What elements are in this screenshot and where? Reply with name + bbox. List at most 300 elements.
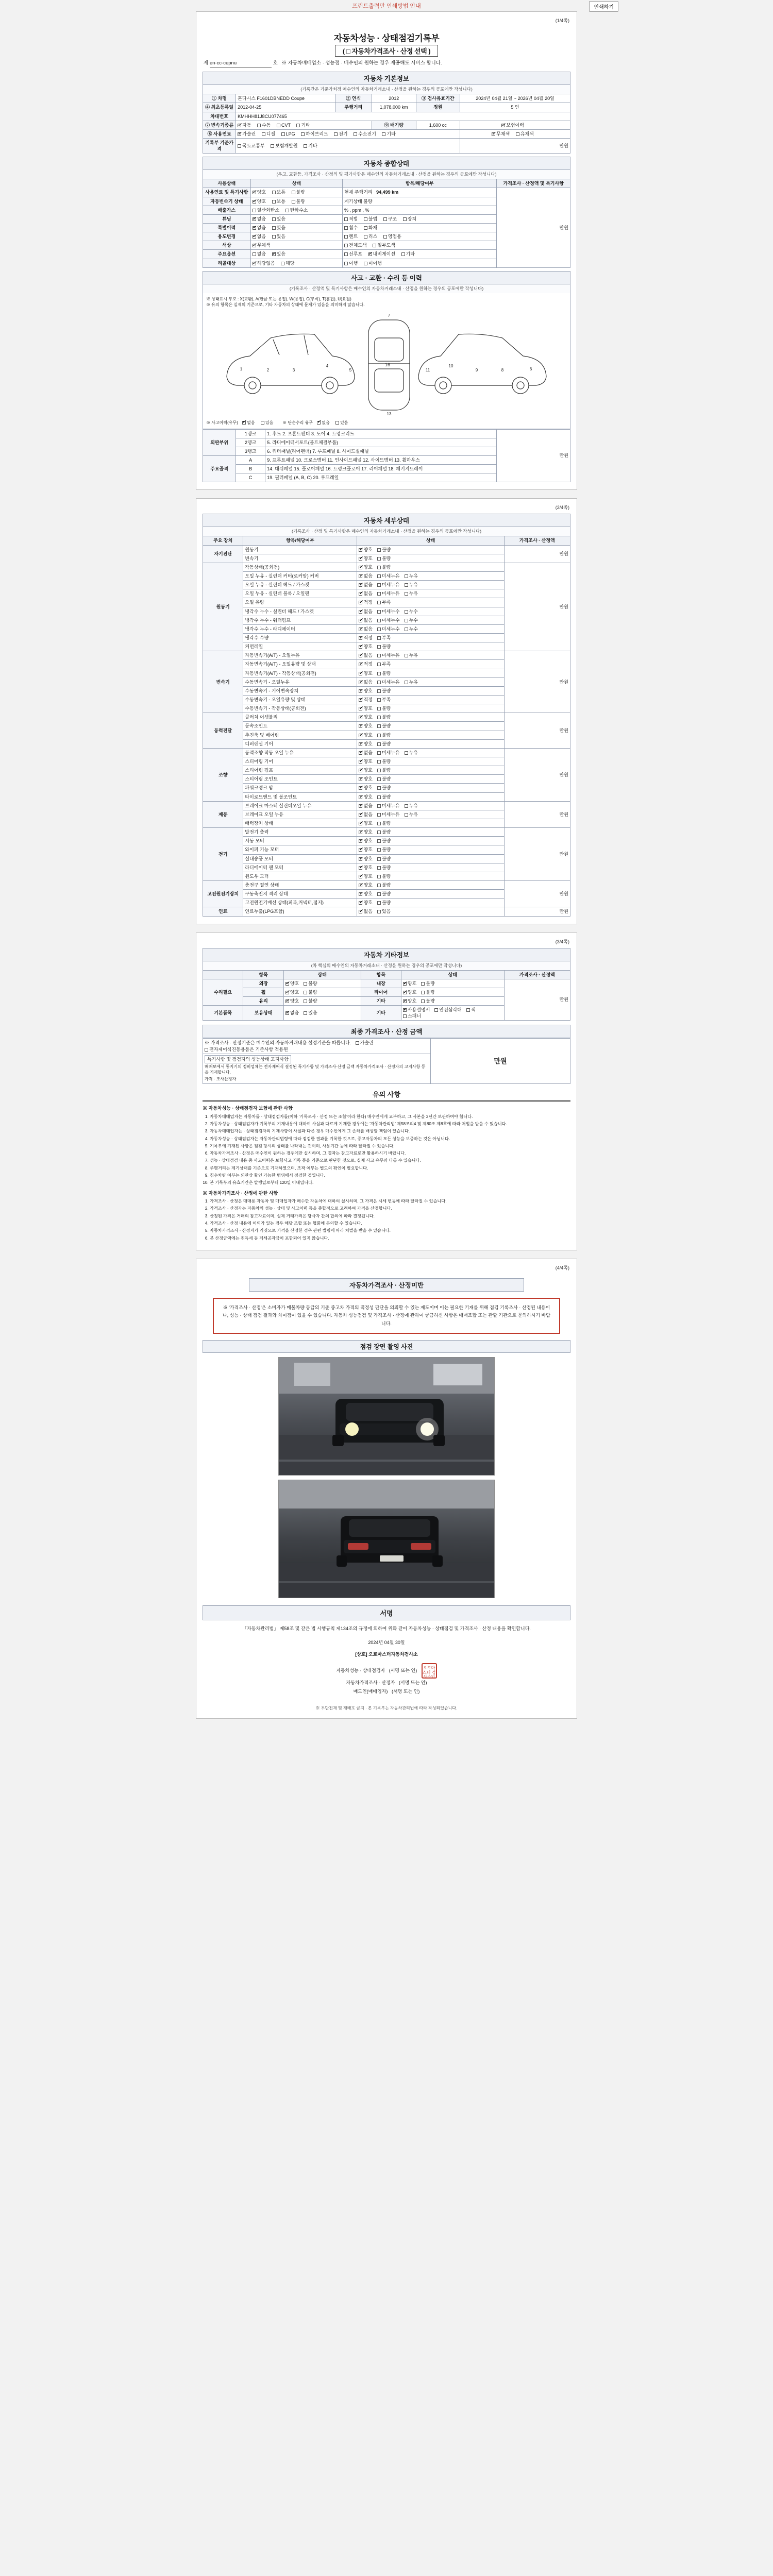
checkbox-d4-5-1[interactable] xyxy=(377,795,381,799)
checkbox-simple-yes[interactable] xyxy=(335,421,339,425)
checkbox-d6-5-1[interactable] xyxy=(377,875,381,878)
etc-row-3-states-1[interactable]: ✔사용설명서 안전삼각대 잭스패너 xyxy=(401,1006,504,1021)
checkbox-d6-5-0[interactable] xyxy=(359,875,362,878)
detail-item-6-0-states[interactable]: ✔ 양호 불량 xyxy=(357,828,504,837)
overall-row-4-state[interactable]: ✔ 없음 있음 xyxy=(250,223,342,232)
checkbox-o8-na[interactable] xyxy=(253,262,256,265)
first-reg-label: ④ 최초등록일 xyxy=(203,103,236,112)
overall-row-0-detail-label: 현재 주행거리 xyxy=(344,190,373,195)
overall-row-7-state[interactable]: 없음 ✔ 있음 xyxy=(250,250,342,259)
checkbox-d4-4-0[interactable] xyxy=(359,786,362,790)
overall-row-5-state[interactable]: ✔ 없음 있음 xyxy=(250,232,342,241)
detail-item-2-6-states[interactable]: ✔ 양호 불량 xyxy=(357,704,504,713)
print-warning-text: 프린트출력만 인쇄방법 안내 xyxy=(352,3,421,9)
checkbox-d2-6-0[interactable] xyxy=(359,707,362,710)
checkbox-d1-0-1[interactable] xyxy=(377,566,381,569)
detail-item-0-1-states[interactable]: ✔ 양호 불량 xyxy=(357,554,504,563)
price-surveyor-label: 가격 · 조사산정자 xyxy=(205,1077,237,1082)
overall-row-3-state[interactable]: ✔ 없음 있음 xyxy=(250,214,342,223)
detail-item-7-1-states[interactable]: ✔ 양호 불량 xyxy=(357,890,504,899)
checkbox-o7-none[interactable] xyxy=(253,252,256,256)
checkbox-d2-2-0[interactable] xyxy=(359,672,362,675)
checkbox-e0-0-1[interactable] xyxy=(304,982,307,986)
notice-item-0-1: 2. 자동차성능 · 상태점검자가 기록부의 기재내용에 대하여 사실과 다르게 기재한 경우에는 '자동차관리법' 제58조의4 및 제80조 제8호에 따라 처벌을 받을 수 있습니다. xyxy=(210,1121,570,1127)
checkbox-d1-0-0[interactable] xyxy=(359,566,362,569)
checkbox-o6-part[interactable] xyxy=(373,244,376,247)
checkbox-d4-2-1[interactable] xyxy=(377,769,381,772)
checkbox-o8-yes[interactable] xyxy=(281,262,284,265)
document-page-4 xyxy=(196,1259,577,1719)
accident-bullet-1: ※ 유의 항목은 실제의 기준으로, 기타 자동차의 상태에 문제가 있음을 의미하지 않습니다. xyxy=(206,302,365,307)
detail-item-4-0-label: 동력조향 작동 오일 누유 xyxy=(243,748,357,757)
detail-item-2-5-states[interactable]: ✔ 적정 부족 xyxy=(357,696,504,704)
detail-item-1-5-states[interactable]: ✔ 없음 미세누수 누수 xyxy=(357,607,504,616)
checkbox-d6-1-1[interactable] xyxy=(377,839,381,843)
checkbox-d1-7-0[interactable] xyxy=(359,628,362,631)
checkbox-d7-1-1[interactable] xyxy=(377,892,381,896)
transmission-options[interactable]: ✔ 자동 수동 CVT 기타 xyxy=(236,121,372,129)
checkbox-d3-2-0[interactable] xyxy=(359,734,362,737)
checkbox-o0-bad[interactable] xyxy=(292,191,295,194)
svg-text:8: 8 xyxy=(501,367,504,372)
etc-row-2-label-0: 유리 xyxy=(243,996,283,1005)
overall-row-0-state[interactable]: ✔ 양호 보통 불량 xyxy=(250,188,342,197)
detail-item-5-0-states[interactable]: ✔ 없음 미세누유 누유 xyxy=(357,801,504,810)
overall-row-1-state[interactable]: ✔ 양호 보통 불량 xyxy=(250,197,342,206)
checkbox-d4-3-0[interactable] xyxy=(359,777,362,781)
checkbox-d4-5-0[interactable] xyxy=(359,795,362,799)
detail-item-6-1-states[interactable]: ✔ 양호 불량 xyxy=(357,837,504,845)
checkbox-e3-1-2[interactable] xyxy=(466,1008,470,1012)
checkbox-e0-0-0[interactable] xyxy=(285,982,289,986)
etc-note-value: 만원 xyxy=(504,979,570,1021)
overall-row-3-name: 튜닝 xyxy=(203,214,251,223)
checkbox-fuel-hydrogen[interactable] xyxy=(354,132,357,136)
color-options[interactable]: ✔ 무채색 유채색 xyxy=(460,129,570,138)
detail-item-1-7-label: 냉각수 누수 - 라디에이터 xyxy=(243,624,357,633)
car-diagram xyxy=(206,310,567,418)
checkbox-price-opt1[interactable] xyxy=(356,1041,359,1045)
checkbox-d1-9-0[interactable] xyxy=(359,645,362,649)
detail-item-4-5-label: 타이로드엔드 및 볼조인트 xyxy=(243,792,357,801)
checkbox-d2-6-1[interactable] xyxy=(377,707,381,710)
checkbox-std-3[interactable] xyxy=(304,144,307,148)
etc-row-1-states-1[interactable]: ✔ 양호 불량 xyxy=(401,988,504,996)
checkbox-o3-struct[interactable] xyxy=(383,217,387,221)
doc-legal-line: 제 en-cc-cepnu 호 ※ 자동차매매업소 · 성능점 · 매수인의 원하는 경우 제공해도 서비스 합니다. xyxy=(204,60,569,67)
checkbox-o8-done[interactable] xyxy=(344,262,348,265)
detail-item-1-3-states[interactable]: ✔ 없음 미세누유 누유 xyxy=(357,589,504,598)
signature-date: 2024년 04월 30일 xyxy=(368,1639,405,1645)
checkbox-d5-1-0[interactable] xyxy=(359,813,362,817)
checkbox-d6-3-0[interactable] xyxy=(359,857,362,861)
checkbox-d1-9-1[interactable] xyxy=(377,645,381,649)
notice-item-0-0: 1. 자동차매매업자는 자동차를 · 상태점검자를(이하 '기록조사 · 산정 또는 조합'이라 한다) 매수인에게 교부하고, 그 사본을 2년간 보관하여야 합니다. xyxy=(210,1114,570,1120)
etc-table-body xyxy=(203,979,570,1021)
checkbox-d1-5-1[interactable] xyxy=(377,610,381,614)
checkbox-o7-yes[interactable] xyxy=(272,252,276,256)
document-page-2 xyxy=(196,498,577,924)
checkbox-e1-1-1[interactable] xyxy=(421,991,425,994)
checkbox-d2-1-1[interactable] xyxy=(377,663,381,666)
checkbox-d6-0-1[interactable] xyxy=(377,831,381,834)
checkbox-d1-6-1[interactable] xyxy=(377,619,381,622)
checkbox-d3-1-0[interactable] xyxy=(359,724,362,728)
signature-body xyxy=(203,1620,570,1700)
signer-price-label: 자동차가격조사 · 산정자 xyxy=(346,1680,395,1686)
rank-2: 3랭크 xyxy=(236,447,265,455)
detail-item-4-0-states[interactable]: ✔ 없음 미세누유 누유 xyxy=(357,748,504,757)
detail-item-4-2-states[interactable]: ✔ 양호 불량 xyxy=(357,766,504,775)
checkbox-e1-1-0[interactable] xyxy=(403,991,407,994)
detail-item-2-4-states[interactable]: ✔ 양호 불량 xyxy=(357,686,504,695)
checkbox-d1-7-1[interactable] xyxy=(377,628,381,631)
price-title: 최종 가격조사 · 산정 금액 xyxy=(203,1025,570,1038)
etc-row-2-states-0[interactable]: ✔ 양호 불량 xyxy=(283,996,361,1005)
detail-item-4-1-states[interactable]: ✔ 양호 불량 xyxy=(357,757,504,766)
overall-header-2: 항목/해당여부 xyxy=(342,179,496,188)
checkbox-d1-1-1[interactable] xyxy=(377,574,381,578)
checkbox-d6-1-0[interactable] xyxy=(359,839,362,843)
detail-item-1-1-states[interactable]: ✔ 없음 미세누유 누유 xyxy=(357,572,504,581)
table-row xyxy=(203,880,570,889)
warning-title: 자동차가격조사 · 산정미반 xyxy=(249,1278,524,1292)
overall-row-8-name: 리콜대상 xyxy=(203,259,251,267)
checkbox-d1-1-0[interactable] xyxy=(359,574,362,578)
checkbox-e2-0-1[interactable] xyxy=(304,999,307,1003)
checkbox-d1-2-0[interactable] xyxy=(359,583,362,587)
checkbox-fuel-etc[interactable] xyxy=(382,132,385,136)
checkbox-d0-1-0[interactable] xyxy=(359,557,362,561)
checkbox-d1-5-2[interactable] xyxy=(405,610,408,614)
checkbox-d8-0-1[interactable] xyxy=(377,910,381,913)
detail-item-3-1-states[interactable]: ✔ 양호 불량 xyxy=(357,722,504,731)
checkbox-insurance-yes[interactable] xyxy=(501,124,505,127)
checkbox-fuel-electric[interactable] xyxy=(334,132,338,136)
checkbox-d4-1-0[interactable] xyxy=(359,760,362,764)
checkbox-o5-lease[interactable] xyxy=(364,235,367,239)
detail-item-1-8-states[interactable]: ✔ 적정 부족 xyxy=(357,634,504,642)
detail-group-2-name: 변속기 xyxy=(203,651,243,713)
checkbox-o4-fire[interactable] xyxy=(364,226,367,230)
svg-text:16: 16 xyxy=(384,362,391,367)
detail-item-5-1-states[interactable]: ✔ 없음 미세누유 누유 xyxy=(357,810,504,819)
checkbox-d5-2-1[interactable] xyxy=(377,822,381,825)
checkbox-e2-0-0[interactable] xyxy=(285,999,289,1003)
detail-item-4-4-states[interactable]: ✔ 양호 불량 xyxy=(357,784,504,792)
checkbox-e0-1-1[interactable] xyxy=(421,982,425,986)
checkbox-color-achromatic[interactable] xyxy=(492,132,495,136)
page-3-marker: (3/4쪽) xyxy=(555,939,569,944)
checkbox-d5-1-2[interactable] xyxy=(405,813,408,817)
page-title: 자동차성능 · 상태점검기록부 xyxy=(333,33,440,43)
insurance-options[interactable]: ✔ 보험이력 xyxy=(460,121,570,129)
displacement-value: 1,600 cc xyxy=(416,121,460,129)
detail-item-7-2-label: 고전원전기배선 상태(피복,커넥터,접지) xyxy=(243,899,357,907)
detail-item-4-1-label: 스티어링 기어 xyxy=(243,757,357,766)
seats-label: 정원 xyxy=(416,103,460,112)
notice-body xyxy=(203,1105,570,1242)
checkbox-o1-normal[interactable] xyxy=(272,200,276,204)
checkbox-d3-0-0[interactable] xyxy=(359,716,362,719)
overall-row-2-state[interactable]: 일산화탄소 탄화수소 xyxy=(250,206,342,214)
checkbox-o1-bad[interactable] xyxy=(292,200,295,204)
checkbox-o7-sunroof[interactable] xyxy=(344,252,348,256)
checkbox-trans-etc[interactable] xyxy=(296,124,300,127)
checkbox-o3-yes[interactable] xyxy=(272,217,276,221)
checkbox-d1-4-0[interactable] xyxy=(359,601,362,604)
checkbox-d0-0-0[interactable] xyxy=(359,548,362,552)
document-page-3 xyxy=(196,933,577,1250)
top-bar xyxy=(0,0,773,11)
detail-item-2-1-states[interactable]: ✔ 적정 부족 xyxy=(357,660,504,669)
detail-group-0-note: 만원 xyxy=(504,545,570,563)
detail-group-5-note: 만원 xyxy=(504,801,570,827)
checkbox-trans-manual[interactable] xyxy=(257,124,261,127)
etc-row-0-label-0: 외장 xyxy=(243,979,283,988)
checkbox-d2-3-2[interactable] xyxy=(405,681,408,684)
checkbox-o2-hc[interactable] xyxy=(285,209,289,212)
checkbox-e2-1-0[interactable] xyxy=(403,999,407,1003)
checkbox-d5-0-0[interactable] xyxy=(359,804,362,808)
checkbox-d1-4-1[interactable] xyxy=(377,601,381,604)
etc-row-0-states-0[interactable]: ✔ 양호 불량 xyxy=(283,979,361,988)
checkbox-e1-0-1[interactable] xyxy=(304,991,307,994)
checkbox-d7-1-0[interactable] xyxy=(359,892,362,896)
print-button[interactable]: 인쇄하기 xyxy=(589,1,618,12)
checkbox-d2-5-1[interactable] xyxy=(377,698,381,702)
checkbox-simple-none[interactable] xyxy=(317,421,321,425)
checkbox-o7-etc[interactable] xyxy=(401,252,405,256)
overall-row-4-name: 특별이력 xyxy=(203,223,251,232)
overall-header-0: 사용상태 xyxy=(203,179,251,188)
checkbox-e0-1-0[interactable] xyxy=(403,982,407,986)
checkbox-e3-0-1[interactable] xyxy=(304,1011,307,1015)
detail-item-7-0-states[interactable]: ✔ 양호 불량 xyxy=(357,880,504,889)
page-4-marker: (4/4쪽) xyxy=(555,1265,569,1270)
transmission-label: ⑦ 변속기종류 xyxy=(203,121,236,129)
price-special-label: 특기사항 및 점검자의 성능상태 고지사항 xyxy=(205,1055,291,1063)
checkbox-e3-1-1[interactable] xyxy=(434,1008,438,1012)
checkbox-d1-3-0[interactable] xyxy=(359,592,362,596)
detail-item-8-0-states[interactable]: ✔ 없음 있음 xyxy=(357,907,504,916)
checkbox-d3-0-1[interactable] xyxy=(377,716,381,719)
checkbox-d2-3-1[interactable] xyxy=(377,681,381,684)
checkbox-accident-none[interactable] xyxy=(242,421,246,425)
page-subtitle xyxy=(203,45,570,57)
checkbox-d0-1-1[interactable] xyxy=(377,557,381,561)
checkbox-o3-none[interactable] xyxy=(253,217,256,221)
detail-header-2: 상태 xyxy=(357,536,504,545)
checkbox-e1-0-0[interactable] xyxy=(285,991,289,994)
checkbox-d2-4-1[interactable] xyxy=(377,689,381,693)
checkbox-e2-1-1[interactable] xyxy=(421,999,425,1003)
checkbox-fuel-gasoline[interactable] xyxy=(238,132,241,136)
checkbox-d1-5-0[interactable] xyxy=(359,610,362,614)
checkbox-d8-0-0[interactable] xyxy=(359,910,362,913)
checkbox-d2-3-0[interactable] xyxy=(359,681,362,684)
checkbox-fuel-hybrid[interactable] xyxy=(301,132,305,136)
detail-item-1-4-states[interactable]: ✔ 적정 부족 xyxy=(357,598,504,607)
checkbox-o5-rent[interactable] xyxy=(344,235,348,239)
overall-row-6-state[interactable]: ✔ 무채색 xyxy=(250,241,342,250)
checkbox-d7-0-1[interactable] xyxy=(377,884,381,887)
detail-item-0-0-states[interactable]: ✔ 양호 불량 xyxy=(357,545,504,554)
detail-item-1-9-states[interactable]: ✔ 양호 불량 xyxy=(357,642,504,651)
checkbox-o3-device[interactable] xyxy=(403,217,407,221)
notice-item-0-4: 5. 기록부에 기재된 사항은 점검 당시의 상태를 나타내는 것이며, 사용기간 등에 따라 달라질 수 있습니다. xyxy=(210,1143,570,1149)
checkbox-d5-1-1[interactable] xyxy=(377,813,381,817)
accident-bullet-0: ※ 상태표시 부호 : X(교환), A(판금 또는 용접), W(용접), C(부식), T(흠집), U(요철) xyxy=(206,296,351,301)
checkbox-o2-co[interactable] xyxy=(253,209,256,212)
detail-item-2-2-states[interactable]: ✔ 양호 불량 xyxy=(357,669,504,677)
table-row xyxy=(203,429,570,438)
checkbox-color-chromatic[interactable] xyxy=(516,132,519,136)
checkbox-d6-3-1[interactable] xyxy=(377,857,381,861)
detail-item-6-2-states[interactable]: ✔ 양호 불량 xyxy=(357,845,504,854)
detail-item-5-2-states[interactable]: ✔ 양호 불량 xyxy=(357,819,504,827)
checkbox-d2-2-1[interactable] xyxy=(377,672,381,675)
checkbox-o4-flood[interactable] xyxy=(344,226,348,230)
checkbox-d6-4-0[interactable] xyxy=(359,866,362,870)
checkbox-d1-1-2[interactable] xyxy=(405,574,408,578)
checkbox-d3-3-1[interactable] xyxy=(377,742,381,746)
checkbox-e3-1-3[interactable] xyxy=(403,1014,407,1018)
detail-item-2-0-states[interactable]: ✔ 없음 미세누유 누유 xyxy=(357,651,504,660)
etc-row-2-states-1[interactable]: ✔ 양호 불량 xyxy=(401,996,504,1005)
checkbox-o5-biz[interactable] xyxy=(383,235,387,239)
checkbox-d6-2-1[interactable] xyxy=(377,848,381,852)
checkbox-d5-2-0[interactable] xyxy=(359,822,362,825)
checkbox-d4-2-0[interactable] xyxy=(359,769,362,772)
detail-item-3-2-states[interactable]: ✔ 양호 불량 xyxy=(357,731,504,739)
checkbox-d2-4-0[interactable] xyxy=(359,689,362,693)
detail-item-1-2-states[interactable]: ✔ 없음 미세누유 누유 xyxy=(357,581,504,589)
checkbox-d1-3-2[interactable] xyxy=(405,592,408,596)
checkbox-d7-2-1[interactable] xyxy=(377,901,381,905)
checkbox-d3-2-1[interactable] xyxy=(377,734,381,737)
checkbox-o1-good[interactable] xyxy=(253,200,256,204)
checkbox-o7-nav[interactable] xyxy=(368,252,372,256)
checkbox-d1-3-1[interactable] xyxy=(377,592,381,596)
svg-text:5: 5 xyxy=(349,367,352,372)
detail-item-4-3-states[interactable]: ✔ 양호 불량 xyxy=(357,775,504,784)
checkbox-d2-5-0[interactable] xyxy=(359,698,362,702)
detail-item-7-2-states[interactable]: ✔ 양호 불량 xyxy=(357,899,504,907)
checkbox-d3-3-0[interactable] xyxy=(359,742,362,746)
checkbox-fuel-diesel[interactable] xyxy=(262,132,265,136)
checkbox-fuel-lpg[interactable] xyxy=(281,132,285,136)
checkbox-d5-0-2[interactable] xyxy=(405,804,408,808)
checkbox-d7-0-0[interactable] xyxy=(359,884,362,887)
checkbox-d6-4-1[interactable] xyxy=(377,866,381,870)
checkbox-price-opt2[interactable] xyxy=(205,1048,208,1052)
final-amount: 만원 xyxy=(431,1039,570,1084)
detail-item-6-3-states[interactable]: ✔ 양호 불량 xyxy=(357,854,504,863)
checkbox-d4-0-1[interactable] xyxy=(377,751,381,755)
checkbox-d2-0-2[interactable] xyxy=(405,654,408,657)
checkbox-d2-0-1[interactable] xyxy=(377,654,381,657)
page-1-marker: (1/4쪽) xyxy=(555,18,569,23)
checkbox-trans-cvt[interactable] xyxy=(277,124,280,127)
checkbox-d4-1-1[interactable] xyxy=(377,760,381,764)
checkbox-d4-0-2[interactable] xyxy=(405,751,408,755)
notice-section-0-head: ※ 자동차성능 · 상태점검자 보험에 관한 사항 xyxy=(203,1106,293,1111)
checkbox-d5-0-1[interactable] xyxy=(377,804,381,808)
checkbox-o0-good[interactable] xyxy=(253,191,256,194)
detail-item-6-4-states[interactable]: ✔ 양호 불량 xyxy=(357,863,504,872)
detail-item-1-7-states[interactable]: ✔ 없음 미세누수 누수 xyxy=(357,624,504,633)
etc-row-1-label-1: 타이어 xyxy=(361,988,401,996)
checkbox-d0-0-1[interactable] xyxy=(377,548,381,552)
checkbox-o0-normal[interactable] xyxy=(272,191,276,194)
detail-item-1-6-states[interactable]: ✔ 없음 미세누수 누수 xyxy=(357,616,504,624)
checkbox-d6-2-0[interactable] xyxy=(359,848,362,852)
detail-item-4-5-states[interactable]: ✔ 양호 불량 xyxy=(357,792,504,801)
checkbox-d1-7-2[interactable] xyxy=(405,628,408,631)
etc-row-1-states-0[interactable]: ✔ 양호 불량 xyxy=(283,988,361,996)
checkbox-o4-yes[interactable] xyxy=(272,226,276,230)
checkbox-d1-2-1[interactable] xyxy=(377,583,381,587)
checkbox-o5-none[interactable] xyxy=(253,235,256,239)
detail-item-1-1-label: 오일 누유 - 실린더 커버(로커암) 커버 xyxy=(243,572,357,581)
checkbox-std-1[interactable] xyxy=(238,144,241,148)
checkbox-o6-full[interactable] xyxy=(344,244,348,247)
detail-item-6-5-states[interactable]: ✔ 양호 불량 xyxy=(357,872,504,880)
detail-item-2-3-states[interactable]: ✔ 없음 미세누유 누유 xyxy=(357,677,504,686)
checkbox-trans-auto[interactable] xyxy=(238,124,241,127)
checkbox-d1-6-2[interactable] xyxy=(405,619,408,622)
checkbox-d1-8-1[interactable] xyxy=(377,636,381,640)
checkbox-o3-illegal[interactable] xyxy=(364,217,367,221)
overall-row-8-state[interactable]: ✔ 해당없음 해당 xyxy=(250,259,342,267)
checkbox-d2-0-0[interactable] xyxy=(359,654,362,657)
fuel-options[interactable]: ✔ 가솔린 디젤 LPG 하이브리드 전기 수소전기 기타 xyxy=(236,129,460,138)
detail-item-3-0-states[interactable]: ✔ 양호 불량 xyxy=(357,713,504,722)
checkbox-o6-none[interactable] xyxy=(253,244,256,247)
checkbox-d4-0-0[interactable] xyxy=(359,751,362,755)
etc-row-0-states-1[interactable]: ✔ 양호 불량 xyxy=(401,979,504,988)
checkbox-std-2[interactable] xyxy=(271,144,274,148)
detail-item-3-3-states[interactable]: ✔ 양호 불량 xyxy=(357,739,504,748)
checkbox-o5-yes[interactable] xyxy=(272,235,276,239)
checkbox-d7-2-0[interactable] xyxy=(359,901,362,905)
etc-row-3-states-0[interactable]: ✔ 없음 있음 xyxy=(283,1006,361,1021)
detail-group-3-note: 만원 xyxy=(504,713,570,749)
checkbox-d4-4-1[interactable] xyxy=(377,786,381,790)
checkbox-d1-2-2[interactable] xyxy=(405,583,408,587)
checkbox-d1-6-0[interactable] xyxy=(359,619,362,622)
detail-group-1-name: 원동기 xyxy=(203,563,243,651)
checkbox-o4-none[interactable] xyxy=(253,226,256,230)
detail-item-1-0-states[interactable]: ✔ 양호 불량 xyxy=(357,563,504,571)
checkbox-e3-0-0[interactable] xyxy=(285,1011,289,1015)
year-label: ② 연식 xyxy=(335,94,372,103)
checkbox-o8-undone[interactable] xyxy=(364,262,367,265)
checkbox-d6-0-0[interactable] xyxy=(359,831,362,834)
checkbox-e3-1-0[interactable] xyxy=(403,1008,407,1012)
checkbox-d1-8-0[interactable] xyxy=(359,636,362,640)
checkbox-d2-1-0[interactable] xyxy=(359,663,362,666)
accident-price-note: 만원 xyxy=(497,429,570,482)
checkbox-d4-3-1[interactable] xyxy=(377,777,381,781)
checkbox-accident-yes[interactable] xyxy=(261,421,264,425)
detail-item-3-0-label: 클러치 어셈블리 xyxy=(243,713,357,722)
svg-text:4: 4 xyxy=(326,363,329,368)
checkbox-d3-1-1[interactable] xyxy=(377,724,381,728)
checkbox-o3-legal[interactable] xyxy=(344,217,348,221)
price-special-note xyxy=(203,1054,431,1084)
